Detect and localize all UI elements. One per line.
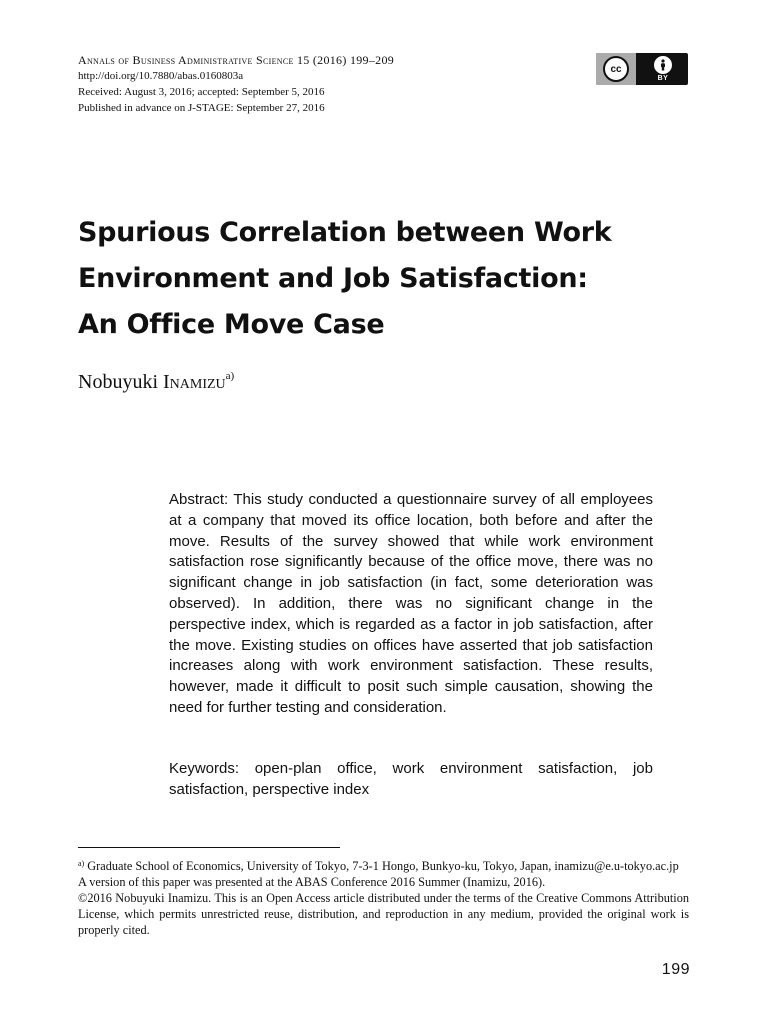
by-label: BY bbox=[657, 75, 669, 82]
footnotes bbox=[78, 856, 689, 938]
keywords: Keywords: open-plan office, work environment satisfaction, job satisfaction, perspective index bbox=[169, 760, 653, 798]
journal-citation: Annals of Business Administrative Science 15 (2016) 199–209 bbox=[78, 53, 395, 67]
author-affiliation-mark: a) bbox=[225, 370, 235, 382]
footnote-affiliation bbox=[78, 856, 689, 874]
published-date: Published in advance on J-STAGE: September 27, 2016 bbox=[78, 102, 325, 114]
footnote-presented: A version of this paper was presented at the ABAS Conference 2016 Summer (Inamizu, 2016). bbox=[78, 875, 546, 889]
title-line-2: Environment and Job Satisfaction: bbox=[78, 263, 588, 294]
doi-link[interactable]: http://doi.org/10.7880/abas.0160803a bbox=[78, 70, 244, 82]
author-given-name: Nobuyuki bbox=[78, 371, 163, 393]
cc-logo bbox=[596, 53, 638, 85]
by-section bbox=[638, 53, 688, 85]
page-number: 199 bbox=[661, 961, 690, 978]
received-dates: Received: August 3, 2016; accepted: September 5, 2016 bbox=[78, 86, 325, 98]
title-line-1: Spurious Correlation between Work bbox=[78, 217, 612, 248]
footnote-mark: a) bbox=[78, 859, 85, 868]
journal-header bbox=[78, 52, 548, 116]
footnote-divider bbox=[78, 847, 340, 848]
abstract: Abstract: This study conducted a questionnaire survey of all employees at a company that moved its office location, both before and after the move. Results of the survey showed that while work environment satisfaction rose significantly because of the office move, there was no significant change in job satisfaction (in fact, some deterioration was observed). In addition, there was no significant change in the perspective index, which is regarded as a factor in job satisfaction, after the move. Existing studies on offices have asserted that job satisfaction increases along with work environment satisfaction. These results, however, made it difficult to posit such simple causation, showing the need for further testing and consideration. bbox=[169, 491, 653, 716]
person-icon bbox=[654, 56, 672, 74]
affiliation-text: Graduate School of Economics, University of Tokyo, 7-3-1 Hongo, Bunkyo-ku, Tokyo, Japan, inamizu@e.u-tokyo.ac.jp bbox=[84, 859, 679, 873]
paper-title bbox=[78, 210, 678, 348]
author-family-name: Inamizu bbox=[163, 371, 226, 393]
footnote-copyright: ©2016 Nobuyuki Inamizu. This is an Open Access article distributed under the terms of the Creative Commons Attribution License, which permits unrestricted reuse, distribution, and reproduction in any medium, provided the original work is properly cited. bbox=[78, 891, 689, 937]
author-line bbox=[78, 370, 234, 394]
title-line-3: An Office Move Case bbox=[78, 309, 385, 340]
cc-icon: cc bbox=[603, 56, 629, 82]
cc-by-license-badge[interactable] bbox=[596, 53, 688, 85]
